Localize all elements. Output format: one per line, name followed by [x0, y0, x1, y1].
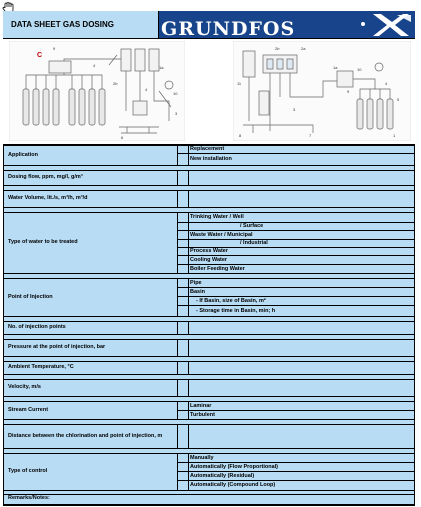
value-field[interactable]: [189, 380, 414, 396]
option-checkbox[interactable]: [178, 481, 188, 490]
grid-line: [3, 273, 415, 274]
sheet-title: DATA SHEET GAS DOSING: [11, 20, 114, 29]
option-label: Trinking Water / Well: [190, 214, 244, 220]
diagram-label: 1a: [159, 65, 164, 70]
grid-line: [3, 448, 415, 449]
row-label: Stream Current: [8, 406, 49, 413]
diagram-label: 1a: [333, 65, 338, 70]
row-label: Distance between the chlorination and point of injection, m: [8, 432, 163, 439]
diagram-label: 7: [309, 133, 312, 138]
option-checkbox[interactable]: [178, 402, 188, 410]
diagram-label: 4: [145, 87, 148, 92]
value-field[interactable]: [189, 425, 414, 448]
option-label: Manually: [190, 454, 214, 461]
diagram-label: 2b: [113, 81, 118, 86]
diagram-label: 10: [357, 67, 362, 72]
grid-line: [177, 361, 178, 374]
option-checkbox[interactable]: [178, 223, 188, 230]
grid-line: [177, 339, 178, 356]
option-label: Pipe: [190, 279, 202, 286]
option-checkbox[interactable]: [178, 297, 188, 305]
option-checkbox[interactable]: [178, 472, 188, 480]
row-label: Water Volume, lit./s, m³/h, m³/d: [8, 195, 88, 202]
row-label: Point of Injection: [8, 293, 53, 300]
grid-line: [177, 190, 178, 207]
logo-dot-icon: [361, 22, 365, 26]
grid-line: [188, 278, 189, 316]
option-checkbox[interactable]: [178, 454, 188, 462]
option-label: Automatically (Residual): [190, 472, 255, 479]
grid-line: [177, 222, 415, 223]
value-field[interactable]: [189, 322, 414, 334]
option-checkbox[interactable]: [178, 306, 188, 316]
diagram-label: 11: [237, 81, 242, 86]
option-label: Process Water: [190, 248, 229, 254]
diagram-label: 5: [397, 97, 400, 102]
gas-dosing-diagram-right: [233, 41, 411, 141]
option-label: / Surface: [240, 223, 264, 229]
grid-line: [188, 145, 189, 165]
grundfos-man-icon: [371, 12, 413, 38]
option-label: New installation: [190, 156, 232, 162]
option-label: Automatically (Flow Proportional): [190, 463, 279, 470]
row-label: Velocity, m/s: [8, 384, 41, 391]
diagram-label: 9: [53, 46, 56, 51]
sheet-header-title-box: [3, 11, 159, 39]
row-label: Application: [8, 151, 38, 158]
diagram-letter: C: [37, 52, 43, 59]
grid-line: [177, 287, 415, 288]
option-checkbox[interactable]: [178, 154, 188, 165]
gas-dosing-diagram-left: [9, 41, 185, 141]
option-checkbox[interactable]: [178, 248, 188, 255]
row-label: Ambient Temperature, °C: [8, 364, 74, 371]
option-label: / Industrial: [240, 240, 268, 246]
grid-line: [3, 494, 415, 495]
option-label: Laminar: [190, 402, 212, 409]
option-checkbox[interactable]: [178, 146, 188, 153]
diagram-label: 9: [347, 89, 350, 94]
option-label: Waste Water / Municipal: [190, 231, 253, 238]
grid-line: [177, 480, 415, 481]
option-label: Turbulent: [190, 411, 215, 418]
grid-line: [3, 490, 415, 491]
grundfos-logo: [159, 11, 415, 39]
diagram-label: 2b: [275, 46, 280, 51]
grid-line: [3, 356, 415, 357]
logo-text: GRUNDFOS: [161, 18, 296, 39]
row-label: Dosing flow, ppm, mg/l, g/m³: [8, 174, 83, 181]
diagram-label: 3: [175, 111, 178, 116]
grid-line: [177, 424, 178, 448]
value-field[interactable]: [189, 171, 414, 185]
row-label: Type of control: [8, 468, 48, 475]
grid-line: [177, 305, 415, 306]
value-field[interactable]: [189, 191, 414, 207]
grid-line: [3, 316, 415, 317]
row-label: Pressure at the point of injection, bar: [8, 344, 106, 351]
row-label: Remarks/Notes:: [8, 495, 50, 501]
option-checkbox[interactable]: [178, 265, 188, 273]
option-checkbox[interactable]: [178, 231, 188, 239]
option-checkbox[interactable]: [178, 279, 188, 287]
row-label: No. of injection points: [8, 324, 66, 331]
grid-line: [177, 153, 415, 154]
row-label: Type of water to be treated: [8, 239, 78, 246]
option-checkbox[interactable]: [178, 288, 188, 296]
grid-line: [3, 165, 415, 166]
grid-line: [3, 334, 415, 335]
grid-line: [3, 278, 415, 279]
option-checkbox[interactable]: [178, 411, 188, 419]
option-label: - Storage time in Basin, min; h: [196, 307, 276, 314]
grid-line: [177, 239, 415, 240]
grid-line: [177, 170, 178, 185]
grid-line: [3, 396, 415, 397]
diagram-label: 4: [93, 63, 96, 68]
diagram-label: 1: [393, 133, 396, 138]
option-label: Automatically (Compound Loop): [190, 482, 276, 488]
diagram-label: 10: [173, 91, 178, 96]
diagram-label: 6: [121, 135, 124, 140]
grid-line: [3, 212, 415, 213]
option-label: Replacement: [190, 146, 225, 152]
option-label: Cooling Water: [190, 256, 228, 263]
diagram-label: 4: [385, 81, 388, 86]
grid-line: [177, 321, 178, 334]
value-field[interactable]: [189, 362, 414, 374]
grid-line: [3, 374, 415, 375]
diagram-area: [3, 39, 415, 145]
grid-line: [177, 379, 178, 396]
option-checkbox[interactable]: [178, 463, 188, 471]
option-label: - If Basin, size of Basin, m²: [196, 297, 266, 304]
option-checkbox[interactable]: [178, 256, 188, 264]
grid-line: [3, 185, 415, 186]
option-label: Basin: [190, 288, 205, 295]
diagram-label: 8: [239, 133, 242, 138]
option-checkbox[interactable]: [178, 213, 188, 222]
option-checkbox[interactable]: [178, 240, 188, 247]
grid-line: [3, 419, 415, 420]
diagram-label: 3: [293, 107, 296, 112]
grid-line: [3, 505, 415, 506]
grid-line: [3, 207, 415, 208]
value-field[interactable]: [189, 340, 414, 356]
option-label: Boiler Feeding Water: [190, 265, 245, 272]
diagram-label: 2a: [301, 46, 306, 51]
